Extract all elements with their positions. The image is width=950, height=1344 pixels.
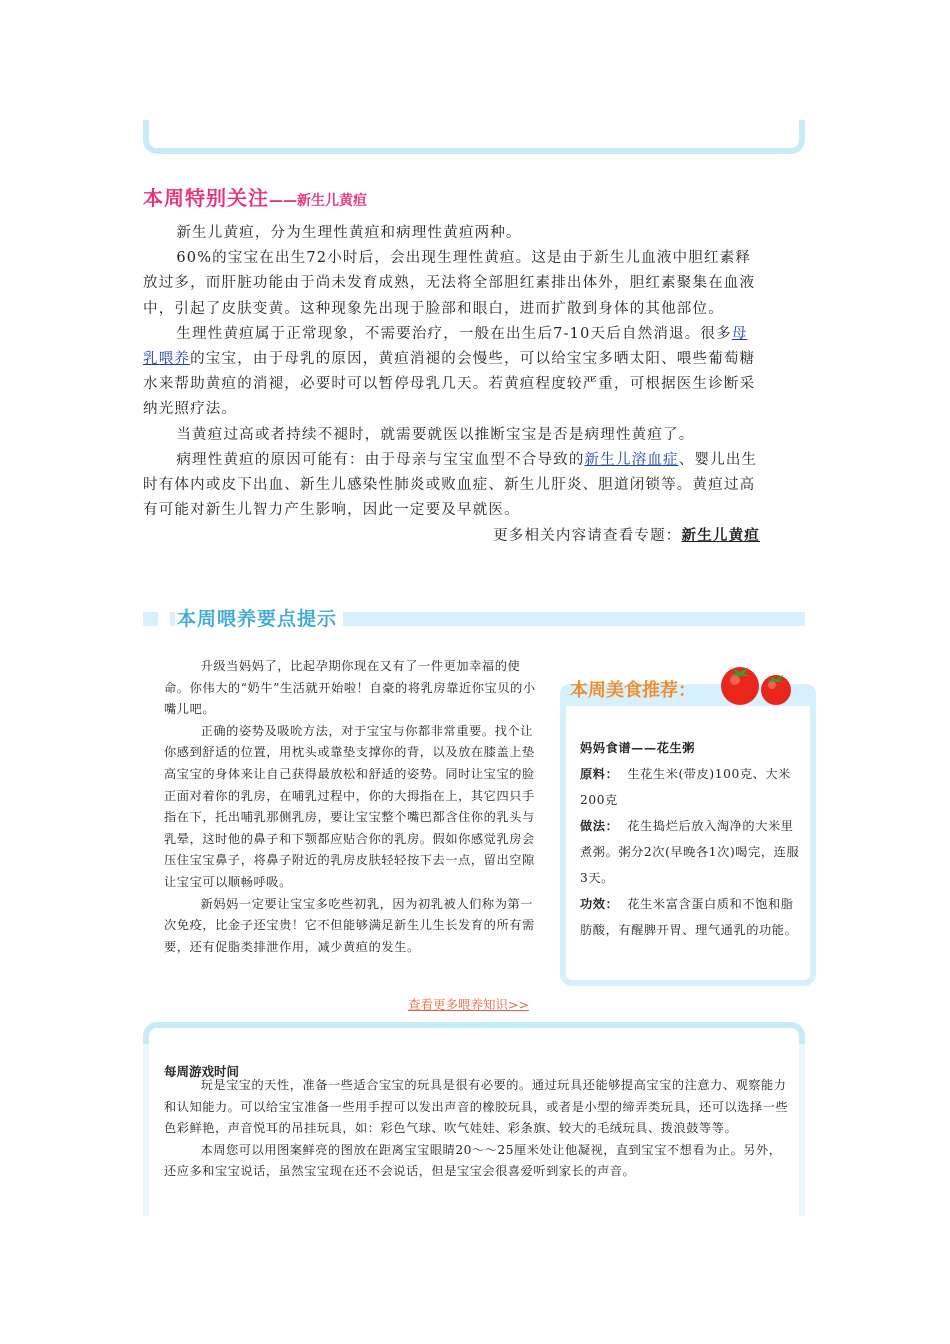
recipe-effect: 功效： 花生米富含蛋白质和不饱和脂肪酸，有醒脾开胃、理气通乳的功能。: [580, 897, 798, 937]
paragraph: 当黄疸过高或者持续不褪时，就需要就医以推断宝宝是否是病理性黄疸了。: [176, 426, 695, 443]
paragraph: 玩是宝宝的天性，准备一些适合宝宝的玩具是很有必要的。通过玩具还能够提高宝宝的注意力、观察能力和认知能力。可以给宝宝准备一些用手捏可以发出声音的橡胶玩具，或者是小型的缔弄类玩具，还可以选择一些色彩鲜艳，声音悦耳的吊挂玩具，如：彩色气球、吹气娃娃、彩条旗、较大的毛绒玩具、拨浪鼓等等。: [164, 1078, 789, 1135]
hemolysis-link[interactable]: 新生儿溶血症: [584, 451, 679, 468]
special-focus-subheading: ——新生儿黄疸: [269, 193, 367, 209]
game-box-left-edge: [143, 1044, 149, 1216]
food-recommend-heading: 本周美食推荐：: [570, 680, 696, 701]
more-feeding-link[interactable]: 查看更多喂养知识>>: [408, 997, 529, 1012]
special-focus-heading: 本周特别关注: [143, 186, 269, 210]
feeding-tips-body: [164, 656, 537, 958]
game-time-body: [164, 1075, 789, 1183]
paragraph: 新妈妈一定要让宝宝多吃些初乳，因为初乳被人们称为第一次免疫，比金子还宝贵！它不但能够满足新生儿生长发育的所有需要，还有促脂类排泄作用，减少黄疸的发生。: [164, 896, 535, 954]
recipe-ingredients: 原料： 生花生米(带皮)100克、大米200克: [580, 767, 791, 807]
paragraph: 生理性黄疸属于正常现象，不需要治疗，一般在出生后7-10天后自然消退。很多母乳喂养的宝宝，由于母乳的原因，黄疸消褪的会慢些，可以给宝宝多晒太阳、喂些葡萄糖水来帮助黄疸的消褪，必要时可以暂停母乳几天。若黄疸程度较严重，可根据医生诊断采纳光照疗法。: [143, 325, 756, 418]
section-special-focus-title: [143, 182, 367, 211]
more-topic-line: 更多相关内容请查看专题：新生儿黄疸: [493, 527, 760, 545]
feeding-header-gap: [158, 608, 170, 630]
jaundice-topic-link[interactable]: 新生儿黄疸: [681, 527, 760, 545]
recipe-title: 妈妈食谱——花生粥: [580, 741, 696, 755]
game-box-right-edge: [799, 1044, 805, 1216]
game-box-top: [143, 1022, 805, 1044]
feeding-tips-heading: 本周喂养要点提示: [175, 604, 343, 631]
top-content-box: [143, 120, 805, 154]
paragraph: 病理性黄疸的原因可能有：由于母亲与宝宝血型不合导致的新生儿溶血症、婴儿出生时有体内或皮下出血、新生儿感染性肺炎或败血症、新生儿肝炎、胆道闭锁等。黄疸过高有可能对新生儿智力产生影响，因此一定要及早就医。: [143, 451, 758, 519]
paragraph: 升级当妈妈了，比起孕期你现在又有了一件更加幸福的使命。你伟大的“奶牛”生活就开始啦！自豪的将乳房靠近你宝贝的小嘴儿吧。: [164, 659, 536, 717]
paragraph: 新生儿黄疸，分为生理性黄疸和病理性黄疸两种。: [176, 225, 522, 241]
paragraph: 本周您可以用图案鲜亮的图放在距离宝宝眼睛20～～25厘米处让他凝视，直到宝宝不想看为止。另外，还应多和宝宝说话，虽然宝宝现在还不会说话，但是宝宝会很喜爱听到家长的声音。: [164, 1142, 782, 1178]
game-time-heading: 每周游戏时间: [164, 1064, 240, 1079]
paragraph: 60%的宝宝在出生72小时后，会出现生理性黄疸。这是由于新生儿血液中胆红素释放过多，而肝脏功能由于尚未发育成熟，无法将全部胆红素排出体外，胆红素聚集在血液中，引起了皮肤变黄。这种现象先出现于脸部和眼白，进而扩散到身体的其他部位。: [143, 250, 756, 317]
paragraph: 正确的姿势及吸吮方法，对于宝宝与你都非常重要。找个让你感到舒适的位置，用枕头或靠垫支撑你的背，以及放在膝盖上垫高宝宝的身体来让自己获得最放松和舒适的姿势。同时让宝宝的脸正面对着你的乳房，在哺乳过程中，你的大拇指在上，其它四只手指在下，托出哺乳那侧乳房，要让宝宝整个嘴巴都含住你的乳头与乳晕，这时他的鼻子和下颚都应贴合你的乳房。假如你感觉乳房会压住宝宝鼻子，将鼻子附近的乳房皮肤轻轻按下去一点，留出空隙让宝宝可以顺畅呼吸。: [164, 723, 535, 889]
food-recipe-body: [580, 735, 802, 943]
special-focus-body: [143, 221, 760, 550]
recipe-method: 做法： 花生捣烂后放入淘净的大米里煮粥。粥分2次(早晚各1次)喝完，连服3天。: [580, 819, 800, 885]
tomato-icon: [718, 658, 796, 708]
breastfeeding-link[interactable]: 母乳喂养: [143, 325, 748, 368]
